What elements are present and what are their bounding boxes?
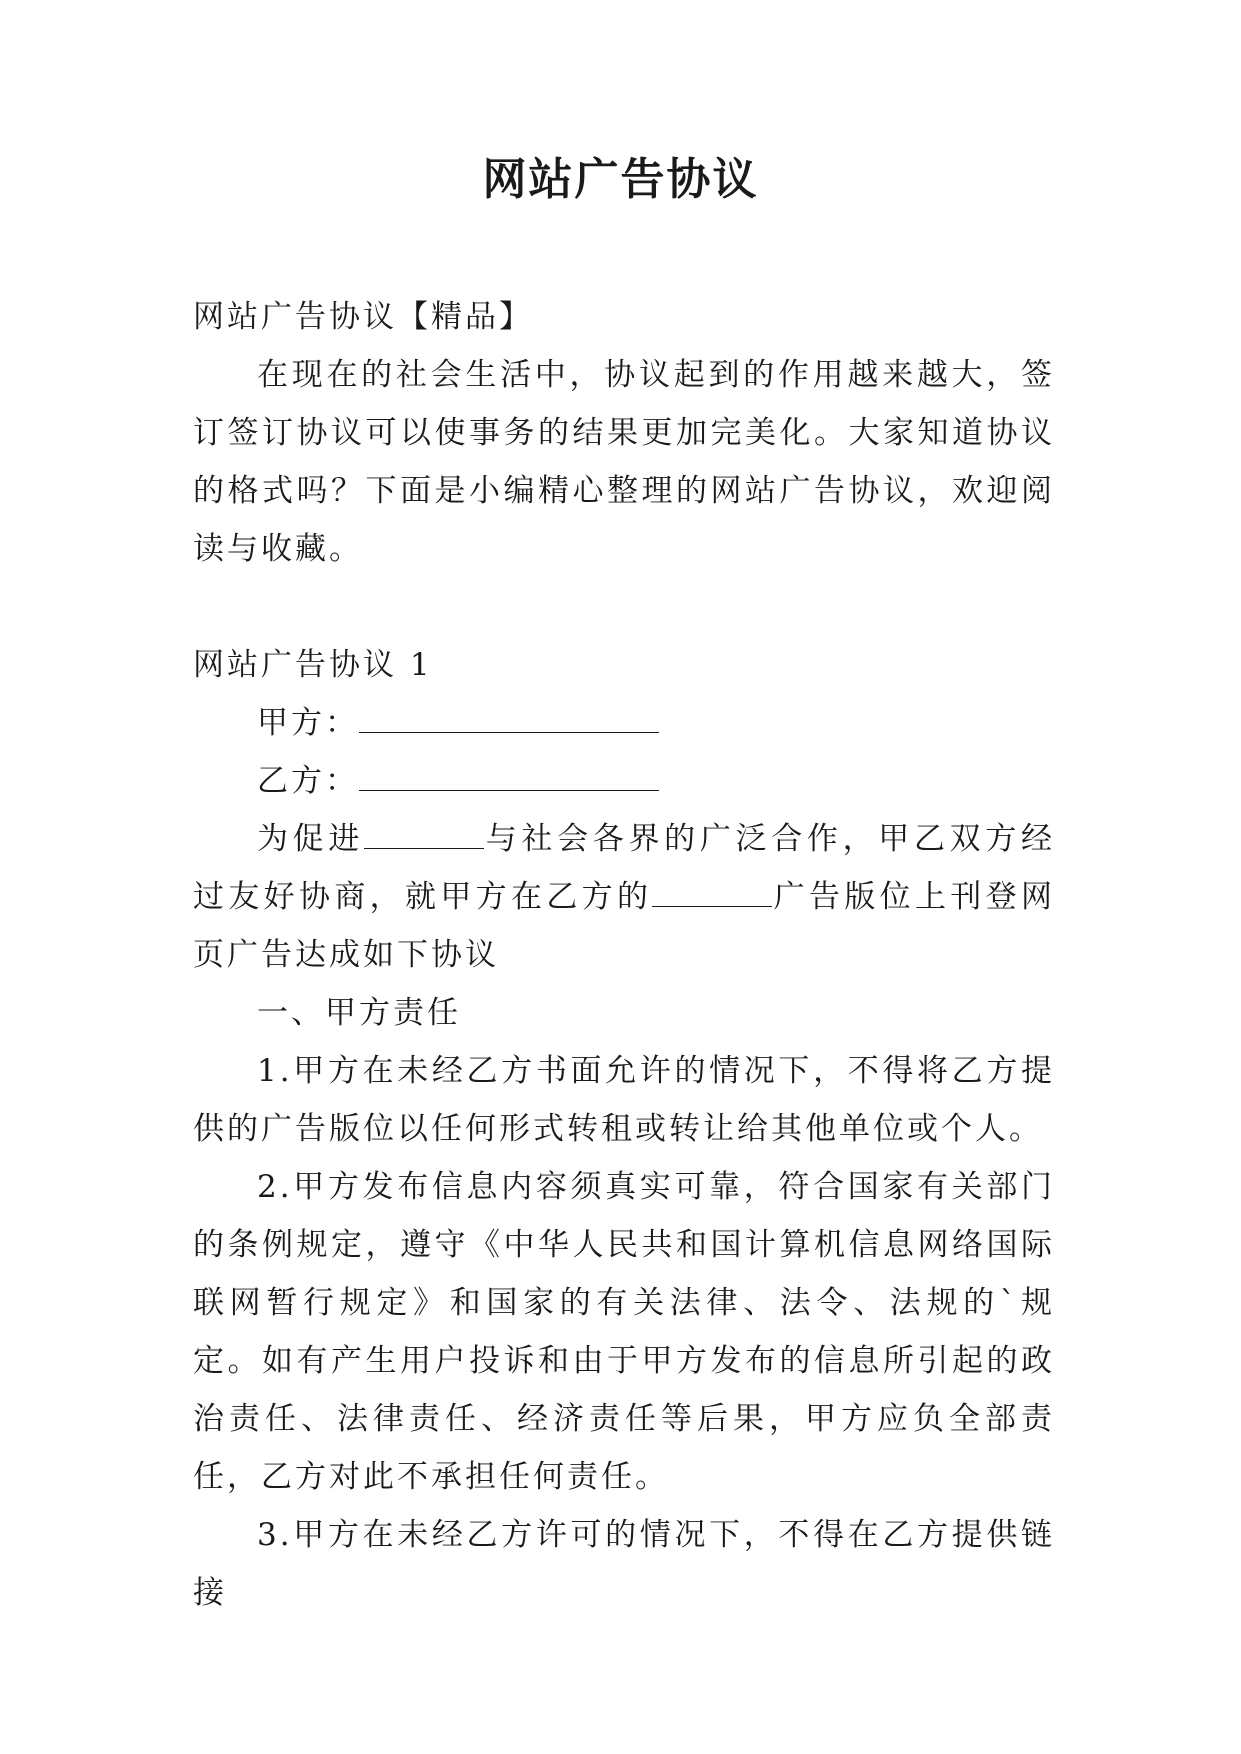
party-a-label: 甲方： [257,705,359,741]
preamble-paragraph [193,810,1055,984]
intro-heading: 网站广告协议【精品】 [193,299,533,335]
preamble-part3: 广告版位上刊登网页广告达成如下协议 [193,879,1056,973]
clause-heading: 一、甲方责任 [257,995,461,1031]
clause-paragraph: 2.甲方发布信息内容须真实可靠，符合国家有关部门的条例规定，遵守《中华人民共和国计算机信息网络国际联网暂行规定》和国家的有关法律、法令、法规的`规定。如有产生用户投诉和由于甲方发布的信息所引起的政治责任、法律责任、经济责任等后果，甲方应负全部责任，乙方对此不承担任何责任。 [193,1169,1055,1495]
preamble-part2: 与社会各界的广泛合作，甲乙双方经过友好协商，就甲方在乙方的 [193,821,1056,915]
intro-paragraph: 在现在的社会生活中，协议起到的作用越来越大，签订签订协议可以使事务的结果更加完美化。大家知道协议的格式吗？下面是小编精心整理的网站广告协议，欢迎阅读与收藏。 [193,357,1055,567]
preamble-blank-2 [652,876,772,907]
document-body [193,288,1055,1622]
party-b-label: 乙方： [257,763,359,799]
party-b-line [193,752,1055,810]
preamble-blank-1 [364,818,484,849]
party-b-blank [359,760,659,791]
party-a-line [193,694,1055,752]
clause-paragraph: 1.甲方在未经乙方书面允许的情况下，不得将乙方提供的广告版位以任何形式转租或转让给其他单位或个人。 [193,1053,1055,1147]
preamble-part1: 为促进 [257,821,365,857]
document-title: 网站广告协议 [482,154,759,205]
party-a-blank [359,702,659,733]
clause-paragraph: 3.甲方在未经乙方许可的情况下，不得在乙方提供链接 [193,1517,1055,1611]
section-heading: 网站广告协议 1 [193,647,433,683]
